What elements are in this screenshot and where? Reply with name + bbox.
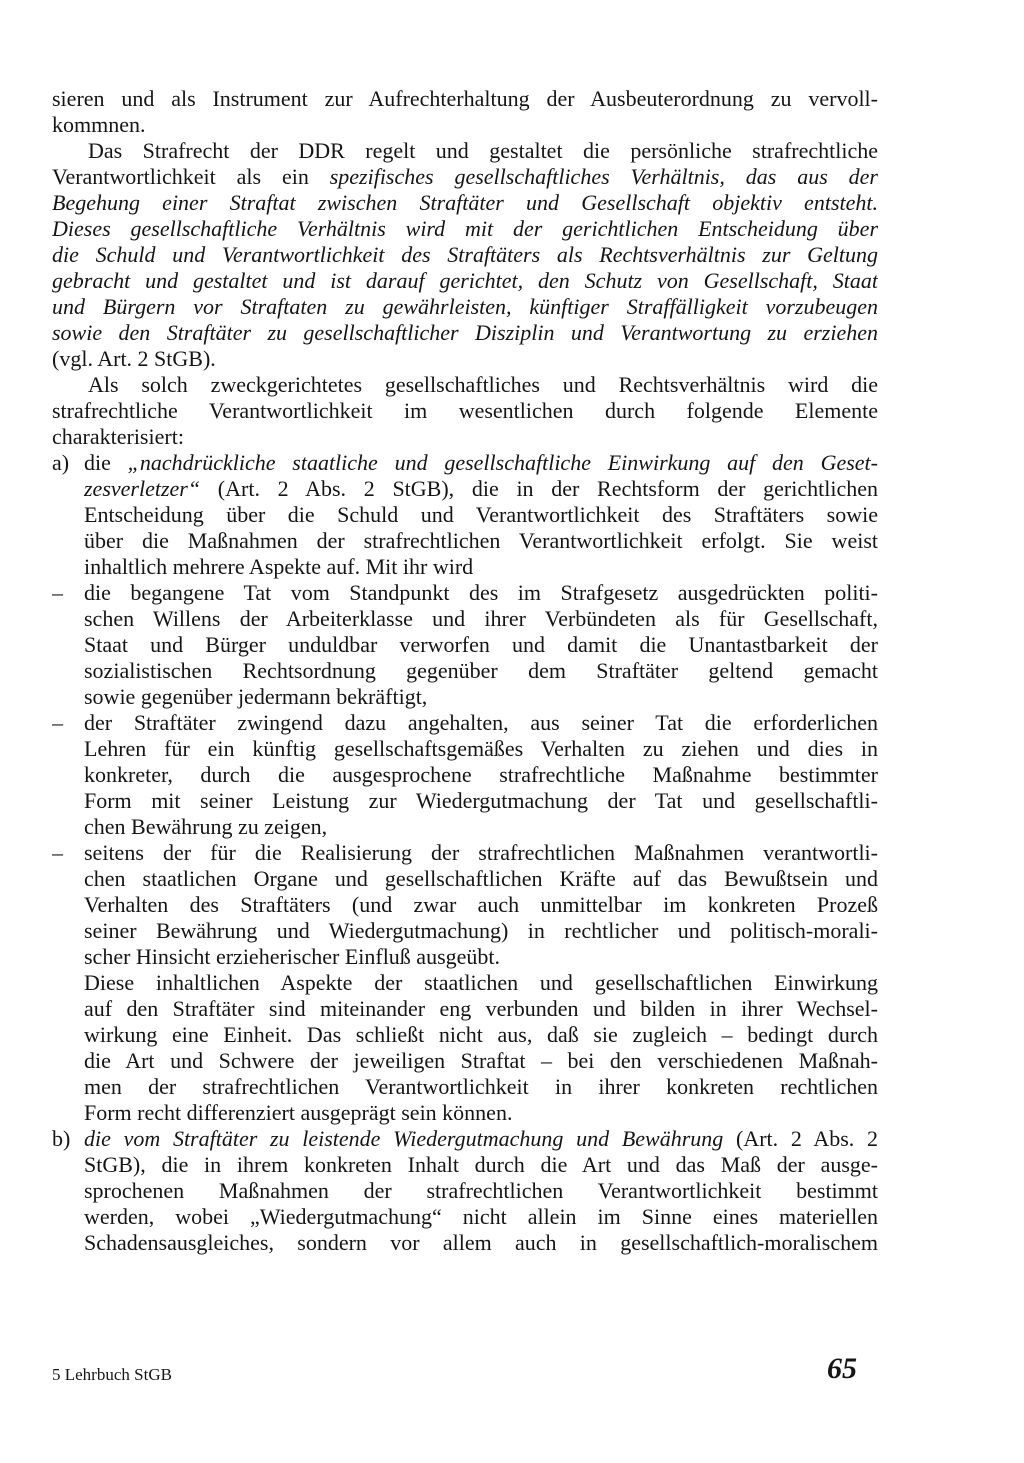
line-text: chen staatlichen Organe und gesellschaftlichen Kräfte auf das Bewußtsein und bbox=[84, 866, 878, 891]
list-marker: – bbox=[52, 580, 63, 605]
line-emphasis: gebracht und gestaltet und ist darauf gerichtet, den Schutz von Gesellschaft, Staat bbox=[52, 268, 878, 293]
line-text: men der strafrechtlichen Verantwortlichkeit in ihrer konkreten rechtlichen bbox=[84, 1074, 878, 1099]
line-text: Lehren für ein künftig gesellschaftsgemäßes Verhalten zu ziehen und dies in bbox=[84, 736, 878, 761]
line-text: werden, wobei „Wiedergutmachung“ nicht allein im Sinne eines materiellen bbox=[84, 1204, 878, 1229]
line-text: konkreter, durch die ausgesprochene strafrechtliche Maßnahme bestimmter bbox=[84, 762, 878, 787]
text-line bbox=[52, 840, 878, 866]
text-line bbox=[52, 1074, 878, 1100]
line-text: über die Maßnahmen der strafrechtlichen Verantwortlichkeit erfolgt. Sie weist bbox=[84, 528, 878, 553]
line-text: schen Willens der Arbeiterklasse und ihrer Verbündeten als für Gesellschaft, bbox=[84, 606, 878, 631]
text-line bbox=[52, 112, 878, 138]
line-emphasis: spezifisches gesellschaftliches Verhältnis, das aus der bbox=[329, 164, 878, 189]
line-text: die begangene Tat vom Standpunkt des im Strafgesetz ausgedrückten politi- bbox=[84, 580, 878, 605]
text-line bbox=[52, 268, 878, 294]
text-line bbox=[52, 944, 878, 970]
body-text bbox=[52, 86, 878, 1256]
text-line bbox=[52, 788, 878, 814]
line-text: scher Hinsicht erzieherischer Einfluß ausgeübt. bbox=[84, 944, 501, 969]
text-line bbox=[52, 424, 878, 450]
line-text: auf den Straftäter sind miteinander eng verbunden und bilden in ihrer Wechsel- bbox=[84, 996, 878, 1021]
line-emphasis: sowie den Straftäter zu gesellschaftlicher Disziplin und Verantwortung zu erziehen bbox=[52, 320, 878, 345]
line-text: Schadensausgleiches, sondern vor allem auch in gesellschaftlich-moralischem bbox=[84, 1230, 878, 1255]
text-line bbox=[52, 658, 878, 684]
text-line bbox=[52, 164, 878, 190]
text-line bbox=[52, 294, 878, 320]
text-line bbox=[52, 866, 878, 892]
line-text: Verantwortlichkeit als ein bbox=[52, 164, 330, 189]
text-line bbox=[52, 892, 878, 918]
page-number: 65 bbox=[827, 1352, 857, 1385]
text-line bbox=[52, 86, 878, 112]
list-marker: b) bbox=[52, 1126, 71, 1151]
line-text: sieren und als Instrument zur Aufrechterhaltung der Ausbeuterordnung zu vervoll- bbox=[52, 86, 878, 111]
line-text: Entscheidung über die Schuld und Verantwortlichkeit des Straftäters sowie bbox=[84, 502, 878, 527]
footer-signature: 5 Lehrbuch StGB bbox=[52, 1365, 172, 1384]
text-line bbox=[52, 476, 878, 502]
line-emphasis: die Schuld und Verantwortlichkeit des Straftäters als Rechtsverhältnis zur Geltung bbox=[52, 242, 878, 267]
line-text: inhaltlich mehrere Aspekte auf. Mit ihr wird bbox=[84, 554, 474, 579]
text-line bbox=[52, 1048, 878, 1074]
line-text: kommnen. bbox=[52, 112, 146, 137]
text-line bbox=[52, 580, 878, 606]
text-line bbox=[52, 684, 878, 710]
line-text: Verhalten des Straftäters (und zwar auch unmittelbar im konkreten Prozeß bbox=[84, 892, 878, 917]
line-text: chen Bewährung zu zeigen, bbox=[84, 814, 328, 839]
line-text: Staat und Bürger unduldbar verworfen und damit die Unantastbarkeit der bbox=[84, 632, 878, 657]
line-emphasis: und Bürgern vor Straftaten zu gewährleisten, künftiger Straffälligkeit vorzubeugen bbox=[52, 294, 878, 319]
text-line bbox=[52, 1100, 878, 1126]
line-text: die bbox=[84, 450, 128, 475]
line-text: der Straftäter zwingend dazu angehalten, aus seiner Tat die erforderlichen bbox=[84, 710, 878, 735]
line-text: charakterisiert: bbox=[52, 424, 184, 449]
list-marker: – bbox=[52, 710, 63, 735]
line-text: (vgl. Art. 2 StGB). bbox=[52, 346, 216, 371]
text-line bbox=[52, 190, 878, 216]
line-text: Diese inhaltlichen Aspekte der staatlichen und gesellschaftlichen Einwirkung bbox=[84, 970, 878, 995]
list-marker: – bbox=[52, 840, 63, 865]
text-line bbox=[52, 814, 878, 840]
text-line bbox=[52, 138, 878, 164]
text-line bbox=[52, 1230, 878, 1256]
text-line bbox=[52, 216, 878, 242]
line-emphasis: die vom Straftäter zu leistende Wiedergutmachung und Bewährung bbox=[84, 1126, 724, 1151]
line-text: Form recht differenziert ausgeprägt sein können. bbox=[84, 1100, 513, 1125]
line-emphasis: Begehung einer Straftat zwischen Straftäter und Gesellschaft objektiv entsteht. bbox=[52, 190, 878, 215]
text-line bbox=[52, 554, 878, 580]
text-line bbox=[52, 762, 878, 788]
text-line bbox=[52, 1022, 878, 1048]
line-text: sozialistischen Rechtsordnung gegenüber dem Straftäter geltend gemacht bbox=[84, 658, 878, 683]
line-text: seitens der für die Realisierung der strafrechtlichen Maßnahmen verantwortli- bbox=[84, 840, 878, 865]
line-emphasis: Dieses gesellschaftliche Verhältnis wird mit der gerichtlichen Entscheidung über bbox=[52, 216, 878, 241]
line-text: Form mit seiner Leistung zur Wiedergutmachung der Tat und gesellschaftli- bbox=[84, 788, 878, 813]
line-text: Das Strafrecht der DDR regelt und gestaltet die persönliche strafrechtliche bbox=[88, 138, 878, 163]
text-line bbox=[52, 736, 878, 762]
text-line bbox=[52, 242, 878, 268]
text-line bbox=[52, 320, 878, 346]
text-line bbox=[52, 606, 878, 632]
line-text-after: (Art. 2 Abs. 2 StGB), die in der Rechtsform der gerichtlichen bbox=[200, 476, 878, 501]
text-line bbox=[52, 346, 878, 372]
line-emphasis: zesverletzer“ bbox=[84, 476, 201, 501]
line-text: strafrechtliche Verantwortlichkeit im wesentlichen durch folgende Elemente bbox=[52, 398, 878, 423]
text-line bbox=[52, 918, 878, 944]
text-line bbox=[52, 502, 878, 528]
text-line bbox=[52, 450, 878, 476]
line-text-after: (Art. 2 Abs. 2 bbox=[723, 1126, 878, 1151]
line-text: seiner Bewährung und Wiedergutmachung) in rechtlicher und politisch-morali- bbox=[84, 918, 878, 943]
text-line bbox=[52, 632, 878, 658]
text-line bbox=[52, 1204, 878, 1230]
text-line bbox=[52, 1126, 878, 1152]
line-text: sprochenen Maßnahmen der strafrechtlichen Verantwortlichkeit bestimmt bbox=[84, 1178, 878, 1203]
line-text: Als solch zweckgerichtetes gesellschaftliches und Rechtsverhältnis wird die bbox=[88, 372, 878, 397]
line-text: sowie gegenüber jedermann bekräftigt, bbox=[84, 684, 428, 709]
line-text: StGB), die in ihrem konkreten Inhalt durch die Art und das Maß der ausge- bbox=[84, 1152, 878, 1177]
list-marker: a) bbox=[52, 450, 70, 475]
text-line bbox=[52, 996, 878, 1022]
line-text: wirkung eine Einheit. Das schließt nicht aus, daß sie zugleich – bedingt durch bbox=[84, 1022, 878, 1047]
text-line bbox=[52, 1152, 878, 1178]
text-line bbox=[52, 372, 878, 398]
text-line bbox=[52, 528, 878, 554]
text-line bbox=[52, 970, 878, 996]
text-line bbox=[52, 1178, 878, 1204]
line-text: die Art und Schwere der jeweiligen Straftat – bei den verschiedenen Maßnah- bbox=[84, 1048, 878, 1073]
line-emphasis: „nachdrückliche staatliche und gesellschaftliche Einwirkung auf den Geset- bbox=[127, 450, 878, 475]
text-line bbox=[52, 710, 878, 736]
text-line bbox=[52, 398, 878, 424]
